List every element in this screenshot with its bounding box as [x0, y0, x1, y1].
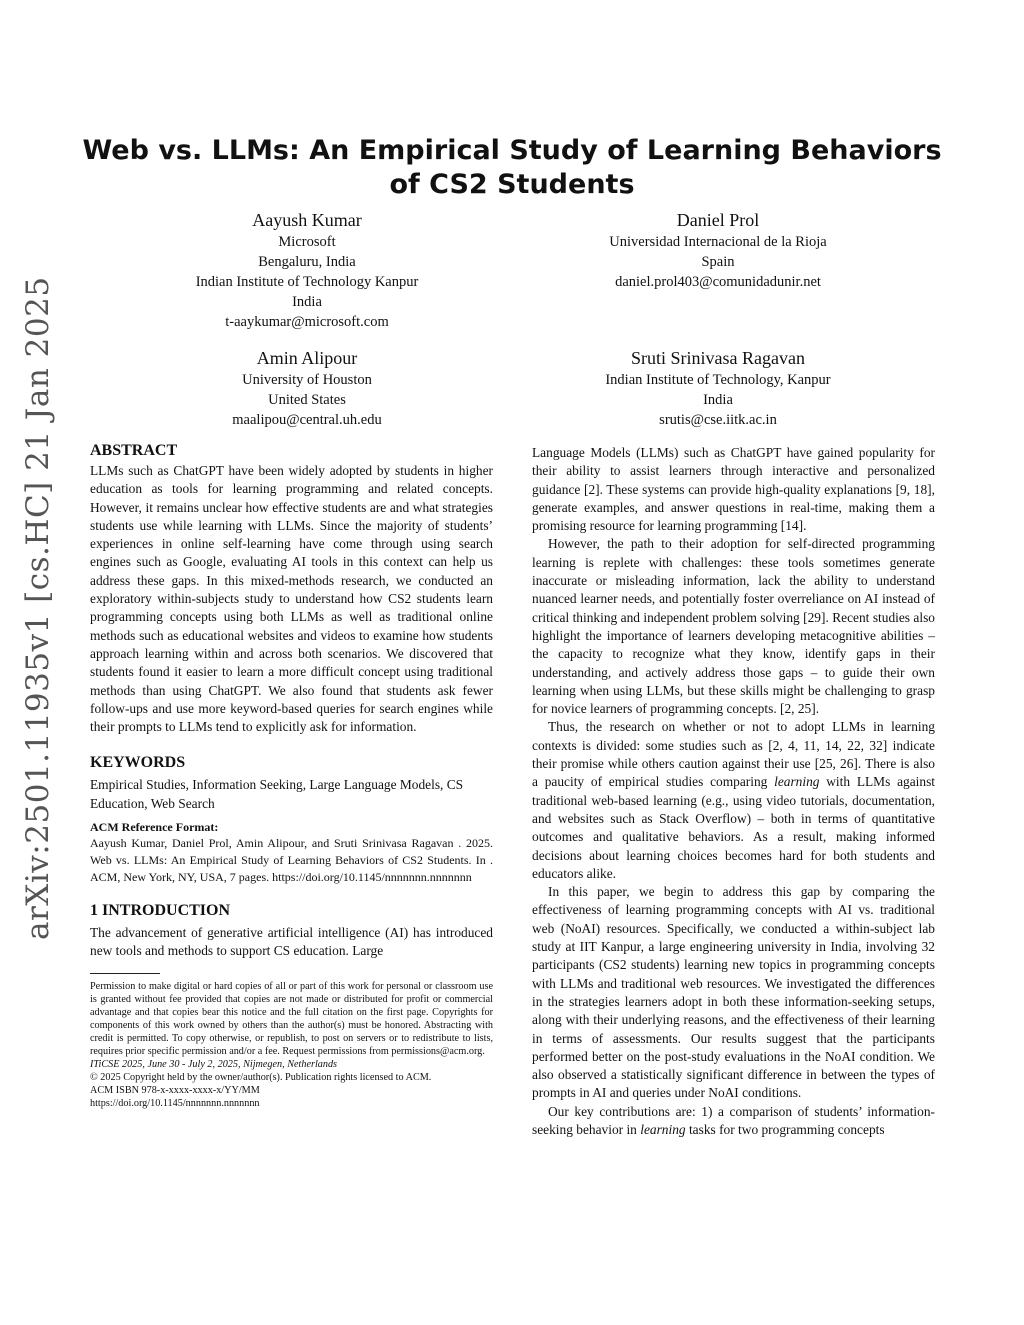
author-2: [528, 208, 908, 292]
author-email: srutis@cse.iitk.ac.in: [659, 412, 777, 428]
author-email: maalipou@central.uh.edu: [232, 412, 382, 428]
text-run: with LLMs against traditional web-based learning (e.g., using video tutorials, documentation, and websites such as Stack Overflow) – both in terms of quantitative outcomes and qualitative behaviors. As a result, making informed decisions about learning choices becomes hard for both students and educators alike.: [532, 774, 935, 881]
text-run: tasks for two programming concepts: [685, 1121, 885, 1137]
text-run: Thus, the research on whether or not to adopt LLMs in learning contexts is divided: some studies such as [2, 4, 11, 14, 22, 32] indicate their promise while others caution against their use [25, 26]. There is also a paucity of empirical studies comparing: [532, 719, 935, 790]
abstract-heading: ABSTRACT: [90, 442, 178, 459]
intro-paragraph-1: Language Models (LLMs) such as ChatGPT have gained popularity for their ability to assist learners through interactive and personalized guidance [2]. These systems can provide high-quality explanations [9, 18], generate examples, and answer questions in real-time, making them a promising resource for learning programming [14].: [532, 445, 935, 534]
author-location: India: [292, 294, 322, 310]
paper-title: Web vs. LLMs: An Empirical Study of Learning Behaviors of CS2 Students: [82, 135, 942, 200]
intro-paragraph-5: [532, 1103, 935, 1140]
author-4: [528, 346, 908, 430]
left-column: [90, 440, 493, 1110]
author-affiliation: University of Houston: [242, 372, 372, 388]
author-email: t-aaykumar@microsoft.com: [225, 314, 389, 330]
isbn-line: ACM ISBN 978-x-xxxx-xxxx-x/YY/MM: [90, 1084, 260, 1096]
keywords-text: Empirical Studies, Information Seeking, Large Language Models, CS Education, Web Search: [90, 777, 464, 811]
author-location: Bengaluru, India: [258, 254, 356, 270]
author-name: Aayush Kumar: [252, 210, 362, 230]
text-run: Our key contributions are: 1) a comparison of students’ information-seeking behavior in: [532, 1103, 935, 1137]
introduction-heading: 1 INTRODUCTION: [90, 902, 231, 920]
author-email: daniel.prol403@comunidadunir.net: [615, 274, 821, 290]
author-location: Spain: [701, 254, 735, 270]
keywords-heading: KEYWORDS: [90, 754, 186, 772]
emphasis: learning: [774, 774, 820, 790]
right-column: [532, 444, 935, 1139]
author-block: [0, 208, 1024, 438]
acm-reference-heading: ACM Reference Format:: [90, 820, 219, 835]
abstract-text: LLMs such as ChatGPT have been widely adopted by students in higher education as tools for learning programming and related concepts. However, it remains unclear how effective students are and what strategies students use while learning with LLMs. Since the majority of students’ experiences in online self-learning have come through using search engines such as Google, evaluating AI tools in this context can help us address these gaps. In this mixed-methods research, we conducted an exploratory within-subjects study to understand how CS2 students learn programming concepts using both LLMs as well as traditional online methods such as educational websites and videos to examine how students approach learning within and across both scenarios. We discovered that students found it easier to learn a more difficult concept using traditional methods than using ChatGPT. We also found that students ask fewer follow-ups and use more keyword-based queries for search engines while their prompts to LLMs tend to explicitly ask for information.: [90, 463, 493, 735]
author-3: [117, 346, 497, 430]
author-location: India: [703, 392, 733, 408]
footnote-rule: [90, 973, 160, 974]
author-name: Daniel Prol: [676, 210, 760, 230]
emphasis: learning: [640, 1121, 686, 1137]
doi-line: https://doi.org/10.1145/nnnnnnn.nnnnnnn: [90, 1097, 260, 1109]
intro-paragraph-3: [532, 718, 935, 883]
author-affiliation: Universidad Internacional de la Rioja: [609, 234, 827, 250]
author-1: [117, 208, 497, 332]
author-name: Amin Alipour: [256, 348, 358, 368]
author-affiliation: Indian Institute of Technology Kanpur: [195, 274, 419, 290]
intro-paragraph-2: However, the path to their adoption for self-directed programming learning is replete with challenges: these tools sometimes generate inaccurate or misleading information, lack the ability to understand nuanced learner needs, and potentially foster overreliance on AI instead of critical thinking and independent problem solving [29]. Recent studies also highlight the importance of learners developing metacognitive abilities – the capacity to recognize what they know, identify gaps in their understanding, and actively address those gaps – to guide their own learning when using LLMs, but these skills might be challenging to grasp for novice learners of programming concepts. [2, 25].: [532, 536, 935, 717]
copyright-line: © 2025 Copyright held by the owner/author(s). Publication rights licensed to ACM.: [90, 1071, 432, 1083]
arxiv-stamp: arXiv:2501.11935v1 [cs.HC] 21 Jan 2025: [20, 276, 56, 940]
permission-notice: Permission to make digital or hard copies of all or part of this work for personal or classroom use is granted without fee provided that copies are not made or distributed for profit or commercial advantage and that copies bear this notice and the full citation on the first page. Copyrights for components of this work owned by others than the author(s) must be honored. Abstracting with credit is permitted. To copy otherwise, or republish, to post on servers or to redistribute to lists, requires prior specific permission and/or a fee. Request permissions from permissions@acm.org.: [90, 980, 493, 1057]
venue-line: ITiCSE 2025, June 30 - July 2, 2025, Nijmegen, Netherlands: [90, 1058, 338, 1070]
intro-paragraph-4: In this paper, we begin to address this gap by comparing the effectiveness of learning programming concepts with AI vs. traditional web (NoAI) resources. Specifically, we conducted a within-subject lab study at IIT Kanpur, a large engineering university in India, involving 32 participants (CS2 students) learning new topics in programming concepts with LLMs and traditional web resources. We investigated the differences in the strategies learners adopt in both these information-seeking setups, along with their underlying reasons, and the effectiveness of their learning in terms of assessments. Our results suggest that the participants performed better on the post-study evaluations in the NoAI condition. We also observed a statistically significant difference in between the types of prompts in AI and queries under NoAI conditions.: [532, 884, 935, 1101]
introduction-text: The advancement of generative artificial intelligence (AI) has introduced new tools and methods to support CS education. Large: [90, 925, 493, 959]
author-name: Sruti Srinivasa Ragavan: [631, 348, 805, 368]
author-location: United States: [268, 392, 346, 408]
acm-reference-text: Aayush Kumar, Daniel Prol, Amin Alipour, and Sruti Srinivasa Ragavan . 2025. Web vs. LLMs: An Empirical Study of Learning Behaviors of CS2 Students. In . ACM, New York, NY, USA, 7 pages. https://doi.org/10.1145/nnnnnnn.nnnnnnn: [90, 836, 493, 885]
author-affiliation: Indian Institute of Technology, Kanpur: [605, 372, 831, 388]
author-affiliation: Microsoft: [278, 234, 336, 250]
